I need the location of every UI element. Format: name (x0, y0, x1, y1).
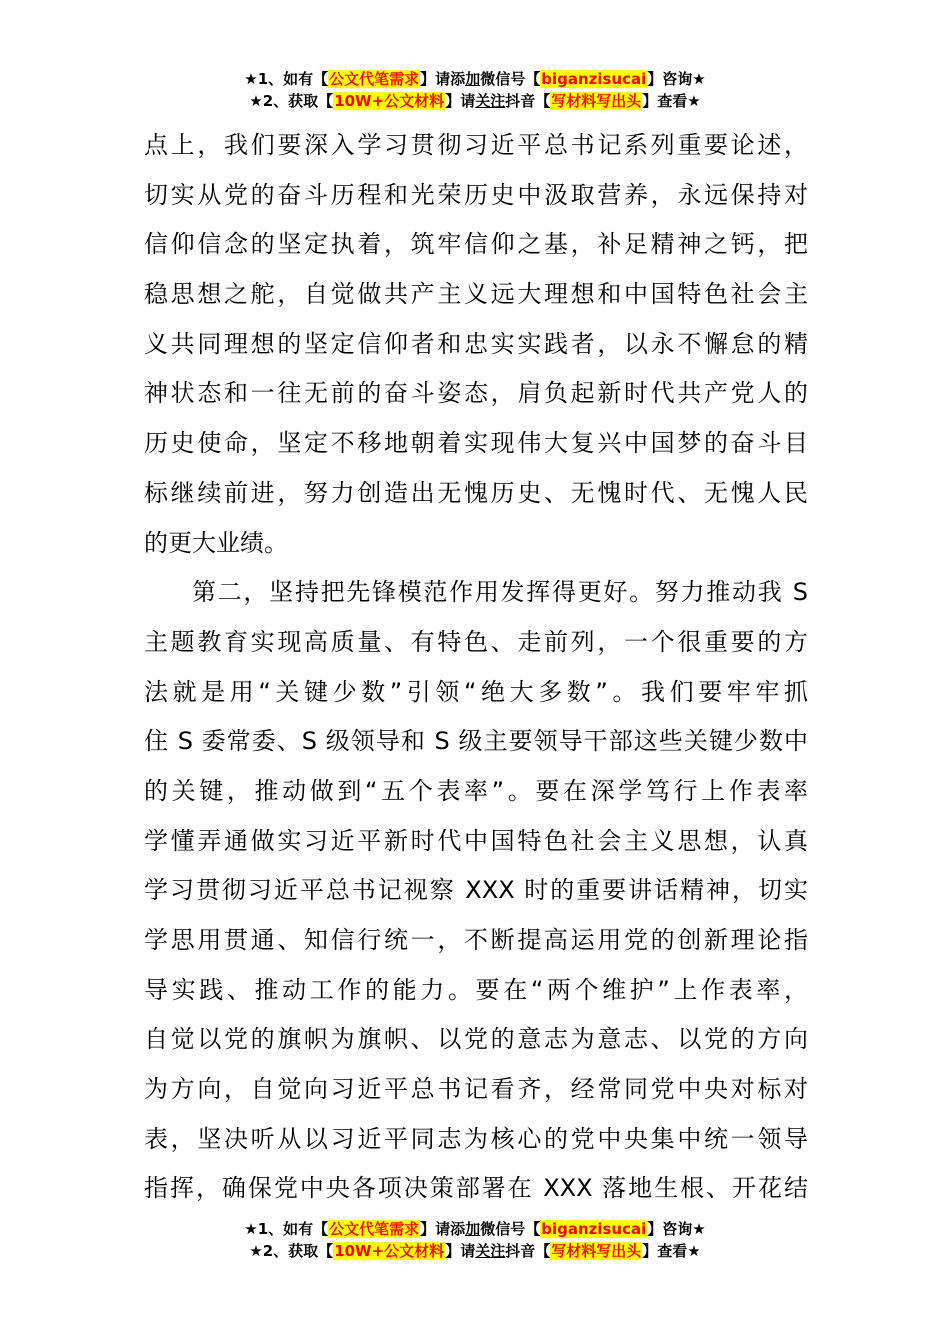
banner-line-2 (0, 90, 950, 112)
banner-text: ★1、如有【 (244, 70, 329, 88)
footer-banner (0, 1218, 950, 1262)
banner-text: 微信号【 (480, 70, 541, 88)
text-line: 神状态和一往无前的奋斗姿态，肩负起新时代共产党人的 (144, 379, 808, 408)
text-line: 义共同理想的坚定信仰者和忠实实践者，以永不懈怠的精 (144, 329, 808, 358)
banner-line-1 (0, 1218, 950, 1240)
banner-text: 抖音【 (505, 1242, 551, 1260)
text-line: 点上，我们要深入学习贯彻习近平总书记系列重要论述， (144, 131, 808, 159)
text-line: 学思用贯通、知信行统一，不断提高运用党的创新理论指 (144, 926, 808, 954)
banner-text: 微信号【 (480, 1220, 541, 1238)
text-line: 切实从党的奋斗历程和光荣历史中汲取营养，永远保持对 (144, 180, 808, 209)
highlight-text: 10W+公文材料 (334, 1242, 445, 1260)
text-line: 自觉以党的旗帜为旗帜、以党的意志为意志、以党的方向 (144, 1025, 808, 1054)
banner-line-1 (0, 68, 950, 90)
text-line: 指挥，确保党中央各项决策部署在 XXX 落地生根、开花结 (144, 1174, 808, 1203)
text-line: 标继续前进，努力创造出无愧历史、无愧时代、无愧人民 (144, 478, 808, 507)
banner-text: 】查看★ (642, 92, 701, 110)
text-line: 的关键，推动做到“五个表率”。要在深学笃行上作表率 (144, 776, 808, 805)
text-line: 信仰信念的坚定执着，筑牢信仰之基，补足精神之钙，把 (144, 230, 808, 259)
highlight-text: 10W+公文材料 (334, 92, 445, 110)
banner-text: 】咨询★ (647, 1220, 706, 1238)
text-line: 历史使命，坚定不移地朝着实现伟大复兴中国梦的奋斗目 (144, 429, 808, 458)
banner-text: 】请添 (420, 70, 466, 88)
paragraph-start-line: 第二，坚持把先锋模范作用发挥得更好。努力推动我 S (192, 578, 808, 607)
banner-text: 抖音【 (505, 92, 551, 110)
banner-text: 】请添 (420, 1220, 466, 1238)
text-line: 主题教育实现高质量、有特色、走前列，一个很重要的方 (144, 627, 808, 656)
underlined-text: 加 (465, 1220, 481, 1238)
text-line: 为方向，自觉向习近平总书记看齐，经常同党中央对标对 (144, 1075, 808, 1104)
highlight-text: 公文代笔需求 (329, 1220, 420, 1238)
text-line: 学习贯彻习近平总书记视察 XXX 时的重要讲话精神，切实 (144, 876, 808, 905)
highlight-text: biganzisucai (541, 1220, 647, 1238)
highlight-text: 写材料写出头 (551, 1242, 642, 1260)
text-line: 导实践、推动工作的能力。要在“两个维护”上作表率， (144, 975, 808, 1004)
underlined-text: 关注 (475, 92, 506, 110)
text-line: 表，坚决听从以习近平同志为核心的党中央集中统一领导 (144, 1124, 808, 1153)
highlight-text: 写材料写出头 (551, 92, 642, 110)
banner-line-2 (0, 1240, 950, 1262)
banner-text: 】请 (445, 1242, 476, 1260)
highlight-text: biganzisucai (541, 70, 647, 88)
text-line: 稳思想之舵，自觉做共产主义远大理想和中国特色社会主 (144, 280, 808, 309)
banner-text: 】请 (445, 92, 476, 110)
underlined-text: 加 (465, 70, 481, 88)
banner-text: ★2、获取【 (249, 1242, 334, 1260)
highlight-text: 公文代笔需求 (329, 70, 420, 88)
banner-text: ★2、获取【 (249, 92, 334, 110)
text-line: 法就是用“关键少数”引领“绝大多数”。我们要牢牢抓 (144, 677, 808, 706)
text-line: 学懂弄通做实习近平新时代中国特色社会主义思想，认真 (144, 826, 808, 855)
text-line: 的更大业绩。 (144, 528, 288, 557)
banner-text: 】咨询★ (647, 70, 706, 88)
document-body (144, 121, 808, 1214)
banner-text: ★1、如有【 (244, 1220, 329, 1238)
underlined-text: 关注 (475, 1242, 506, 1260)
header-banner (0, 68, 950, 112)
banner-text: 】查看★ (642, 1242, 701, 1260)
text-line: 住 S 委常委、S 级领导和 S 级主要领导干部这些关键少数中 (144, 727, 808, 756)
